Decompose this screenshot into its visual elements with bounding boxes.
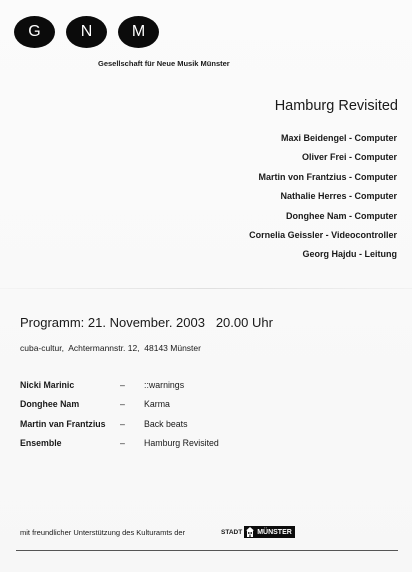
piece-title: Karma [144,399,170,410]
performer-item: Oliver Frei - Computer [301,152,397,163]
composer-name: Martin van Frantzius [20,418,106,429]
work-row [20,419,400,438]
composer-name: Ensemble [20,437,62,448]
work-row [20,399,400,418]
piece-title: Hamburg Revisited [144,437,219,448]
stadt-label: STADT [221,528,243,536]
separator-dash: – [120,380,125,390]
organization-name: Gesellschaft für Neue Musik Münster [98,59,230,68]
logo-letter-m: M [118,16,159,48]
separator-dash: – [120,418,125,429]
logo-letter-g: G [14,16,55,48]
piece-title: ::warnings [144,380,185,390]
gnm-logo [14,16,162,48]
separator-dash: – [120,399,125,410]
composer-name: Donghee Nam [20,399,80,410]
program-date: Programm: 21. November. 2003 [20,315,205,330]
work-row [20,438,400,457]
building-icon [246,527,254,537]
separator-dash: – [120,437,125,448]
event-title: Hamburg Revisited [274,98,398,114]
venue-address: cuba-cultur, Achtermannstr. 12, 48143 Münster [20,343,201,353]
program-date-time [20,315,273,330]
performer-item: Georg Hajdu - Leitung [302,249,397,260]
paper-fold [0,288,412,289]
works-list [20,380,400,457]
program-time: 20.00 Uhr [215,315,273,330]
work-row [20,380,400,399]
performer-item: Cornelia Geissler - Videocontroller [249,229,397,240]
composer-name: Nicki Marinic [20,380,75,390]
city-badge [244,526,295,538]
sponsor-thanks: mit freundlicher Unterstützung des Kulturamts der [20,528,186,537]
piece-title: Back beats [144,418,188,429]
bottom-divider [16,550,398,551]
performer-item: Donghee Nam - Computer [285,210,397,221]
stadt-muenster-logo [221,524,295,540]
logo-letter-n: N [66,16,107,48]
performer-item: Martin von Frantzius - Computer [258,171,397,182]
performer-item: Nathalie Herres - Computer [280,191,397,202]
city-name: MÜNSTER [257,528,292,536]
performer-item: Maxi Beidengel - Computer [280,133,397,143]
performer-list [137,133,397,269]
